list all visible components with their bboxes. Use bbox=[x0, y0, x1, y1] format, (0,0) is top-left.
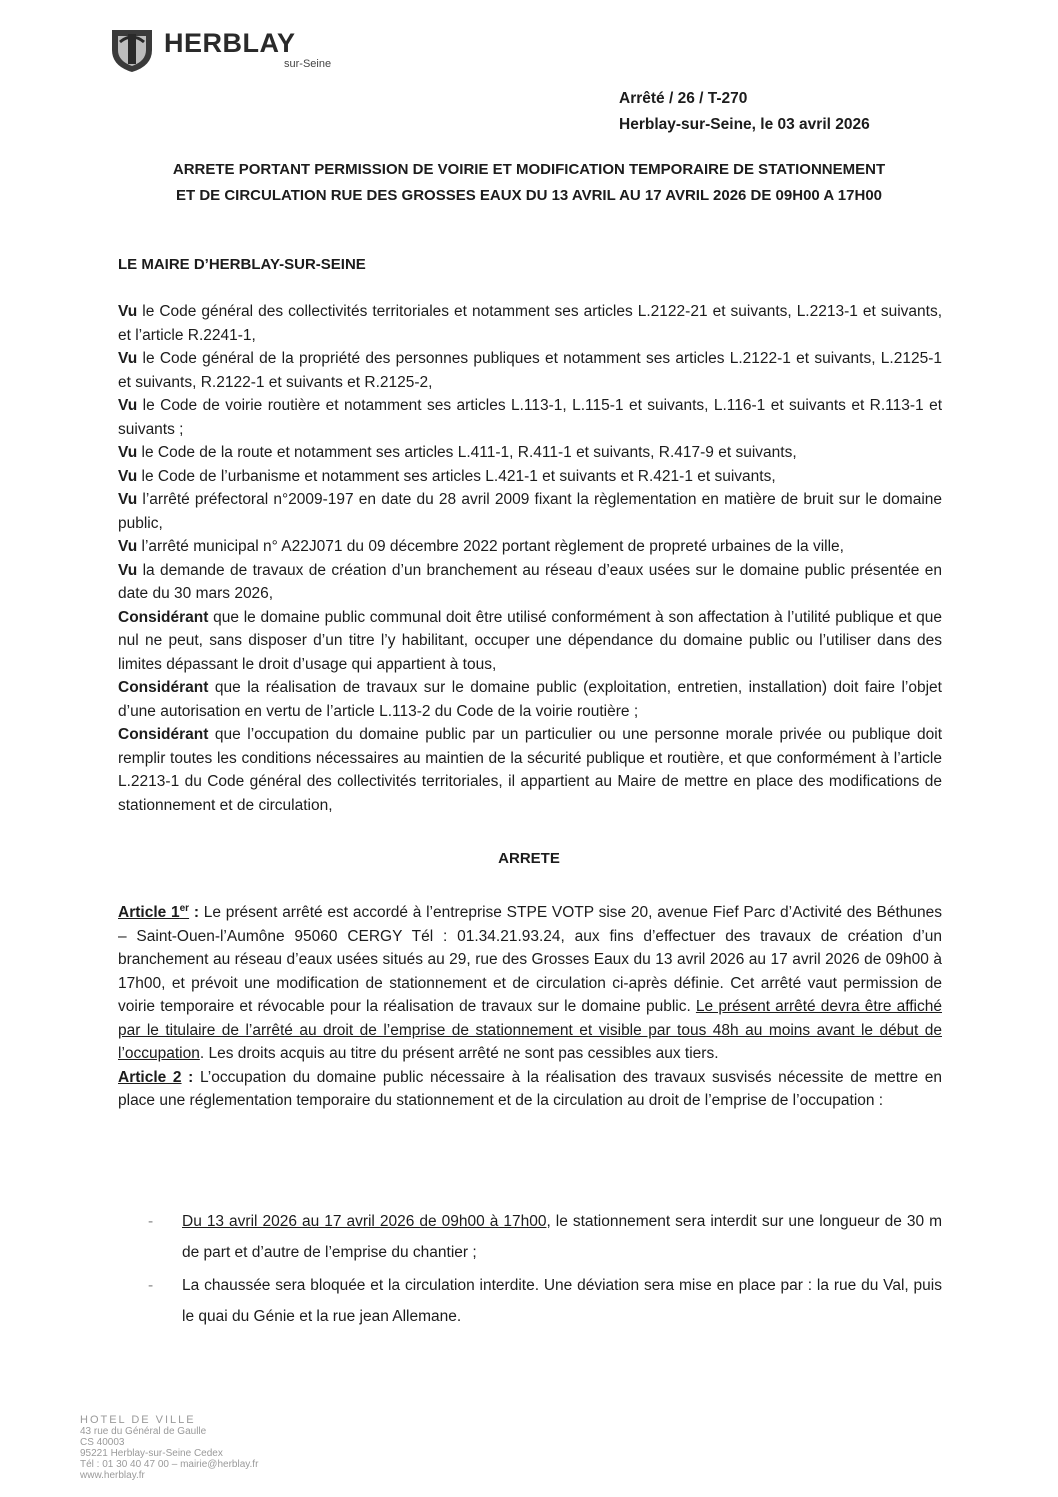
arrete-number: Arrêté / 26 / T-270 bbox=[619, 90, 748, 107]
consideration-item bbox=[118, 606, 942, 677]
arrete-heading: ARRETE bbox=[498, 850, 560, 867]
consideration-text: la demande de travaux de création d’un branchement au réseau d’eaux usées sur le domaine public présentée en date du 30 mars 2026, bbox=[118, 561, 942, 602]
place-and-date: Herblay-sur-Seine, le 03 avril 2026 bbox=[619, 116, 870, 133]
consideration-item bbox=[118, 559, 942, 606]
consideration-item bbox=[118, 347, 942, 394]
consideration-item bbox=[118, 488, 942, 535]
consideration-text: que l’occupation du domaine public par un particulier ou une personne morale privée ou publique doit remplir toutes les conditions nécessaires au maintien de la sécurité publique et routière, et que conformément à l’article L.2213-1 du Code général des collectivités territoriales, il appartient au Maire de mettre en place des modifications de stationnement et de circulation, bbox=[118, 726, 942, 814]
consideration-lead: Vu bbox=[118, 467, 138, 485]
consideration-lead: Vu bbox=[118, 561, 138, 579]
consideration-text: que la réalisation de travaux sur le domaine public (exploitation, entretien, installation) doit faire l’objet d’une autorisation en vertu de l’article L.113-2 du Code de la voirie routière ; bbox=[118, 679, 942, 720]
consideration-text: le Code général de la propriété des personnes publiques et notamment ses articles L.2122-1 et suivants, L.2125-1 et suivants, R.2122-1 et suivants et R.2125-2, bbox=[118, 350, 942, 391]
consideration-item bbox=[118, 535, 942, 559]
document-title bbox=[118, 157, 940, 209]
article-1-label: Article 1er bbox=[118, 903, 190, 922]
consideration-item bbox=[118, 300, 942, 347]
consideration-text: le Code de voirie routière et notamment ses articles L.113-1, L.115-1 et suivants, L.116-1 et suivants et R.113-1 et suivants ; bbox=[118, 397, 942, 438]
consideration-item bbox=[118, 465, 942, 489]
consideration-lead: Considérant bbox=[118, 726, 209, 743]
footer-address: HOTEL DE VILLE 43 rue du Général de Gaulle CS 40003 95221 Herblay-sur-Seine Cedex Tél : 01 30 40 47 00 – mairie@herblay.fr www.herblay.fr bbox=[80, 1414, 259, 1481]
list-item: - Du 13 avril 2026 au 17 avril 2026 de 09h00 à 17h00, le stationnement sera interdit sur une longueur de 30 m de part et d’autre de l’emprise du chantier ; bbox=[148, 1206, 942, 1268]
consideration-lead: Vu bbox=[118, 444, 138, 461]
consideration-lead: Considérant bbox=[118, 608, 209, 626]
consideration-text: le Code de la route et notamment ses articles L.411-1, R.411-1 et suivants, R.417-9 et suivants, bbox=[137, 444, 797, 461]
consideration-item bbox=[118, 676, 942, 723]
consideration-text: le Code général des collectivités territoriales et notamment ses articles L.2122-21 et suivants, L.2213-1 et suivants, et l’article R.2241-1, bbox=[118, 303, 942, 344]
article-1-display-notice: Le présent arrêté devra être affiché par le titulaire de l’arrêté au droit de l’emprise de stationnement et visible par tous 48h au moins avant le début de l’occupation bbox=[118, 998, 942, 1063]
title-line-1: ARRETE PORTANT PERMISSION DE VOIRIE ET MODIFICATION TEMPORAIRE DE STATIONNEMENT bbox=[172, 161, 886, 178]
consideration-text: l’arrêté municipal n° A22J071 du 09 décembre 2022 portant règlement de propreté urbaines de la ville, bbox=[137, 538, 844, 555]
consideration-item bbox=[118, 723, 942, 817]
consideration-item bbox=[118, 441, 942, 465]
consideration-lead: Vu bbox=[118, 350, 138, 367]
consideration-text: l’arrêté préfectoral n°2009-197 en date du 28 avril 2009 fixant la règlementation en matière de bruit sur le domaine public, bbox=[118, 491, 942, 532]
considerations-list bbox=[118, 300, 942, 817]
articles-section bbox=[118, 897, 942, 1113]
article-2-text: L’occupation du domaine public nécessaire à la réalisation des travaux susvisés nécessite de mettre en place une réglementation temporaire du stationnement et de la circulation au droit de l’emprise de l’occupation : bbox=[118, 1068, 943, 1110]
reference-block bbox=[619, 86, 870, 138]
city-crest-icon bbox=[108, 24, 156, 74]
consideration-text: le Code de l’urbanisme et notamment ses articles L.421-1 et suivants et R.421-1 et suivants, bbox=[137, 467, 776, 485]
article-1-text: Le présent arrêté est accordé à l’entreprise STPE VOTP sise 20, avenue Fief Parc d’Activité des Béthunes – Saint-Ouen-l’Aumône 95060 CERGY Tél : 01.34.21.93.24, aux fins d’effectuer des travaux de création d’un branchement au réseau d’eaux usées situés au 29, rue des Grosses Eaux du 13 avril 2026 au 17 avril 2026 de 09h00 à 17h00, et prévoit une modification de stationnement et de circulation ci-après définie. Cet arrêté vaut permission de voirie temporaire et révocable pour la réalisation de travaux sur le domaine public. bbox=[118, 904, 943, 1016]
bullet-dash: - bbox=[148, 1277, 154, 1294]
herblay-logo bbox=[108, 24, 338, 76]
consideration-lead: Vu bbox=[118, 538, 138, 555]
measures-list bbox=[148, 1206, 942, 1334]
article-2-label: Article 2 bbox=[118, 1068, 182, 1086]
consideration-text: que le domaine public communal doit être utilisé conformément à son affectation à l’utilité publique et que nul ne peut, sans disposer d’un titre l’y habilitant, occuper une dépendance du domaine public ou l’utiliser dans des limites dépassant le droit d’usage qui appartient à tous, bbox=[118, 608, 942, 673]
consideration-lead: Vu bbox=[118, 397, 138, 414]
consideration-lead: Vu bbox=[118, 491, 138, 508]
logo-subtitle: sur-Seine bbox=[284, 58, 332, 70]
title-line-2: ET DE CIRCULATION RUE DES GROSSES EAUX DU 13 AVRIL AU 17 AVRIL 2026 DE 09H00 A 17H00 bbox=[175, 187, 883, 204]
bullet-dash: - bbox=[148, 1213, 154, 1230]
article-2: Article 2 : L’occupation du domaine public nécessaire à la réalisation des travaux susvisés nécessite de mettre en place une réglementation temporaire du stationnement et de la circulation au droit de l’emprise de l’occupation : bbox=[118, 1068, 943, 1110]
logo-name: HERBLAY bbox=[164, 28, 296, 58]
consideration-lead: Considérant bbox=[118, 679, 209, 696]
article-1: Article 1er : Le présent arrêté est accordé à l’entreprise STPE VOTP sise 20, avenue Fief Parc d’Activité des Béthunes – Saint-Ouen-l’Aumône 95060 CERGY Tél : 01.34.21.93.24, aux fins d’effectuer des travaux de création d’un branchement au réseau d’eaux usées situés au 29, rue des Grosses Eaux du 13 avril 2026 au 17 avril 2026 de 09h00 à 17h00, et prévoit une modification de stationnement et de circulation ci-après définie. Cet arrêté vaut permission de voirie temporaire et révocable pour la réalisation de travaux sur le domaine public. Le présent arrêté devra être affiché par le titulaire de l’arrêté au droit de l’emprise de stationnement et visible par tous 48h au moins avant le début de l’occupation. Les droits acquis au titre du présent arrêté ne sont pas cessibles aux tiers. bbox=[118, 903, 943, 1063]
consideration-lead: Vu bbox=[118, 303, 138, 320]
consideration-item bbox=[118, 394, 942, 441]
list-item: - La chaussée sera bloquée et la circulation interdite. Une déviation sera mise en place par : la rue du Val, puis le quai du Génie et la rue jean Allemane. bbox=[148, 1270, 942, 1332]
mayor-heading: LE MAIRE D’HERBLAY-SUR-SEINE bbox=[118, 256, 366, 273]
